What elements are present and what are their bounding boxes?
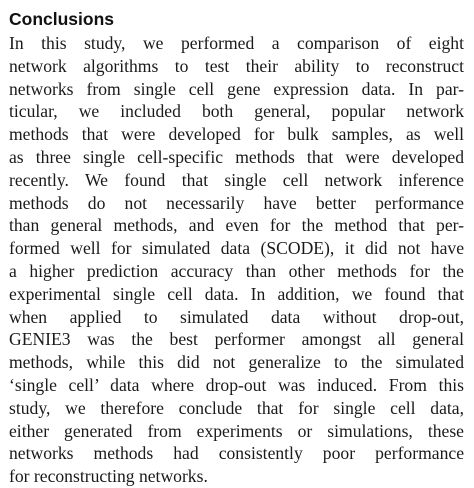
paragraph-line: as three single cell-specific methods that were developed: [9, 146, 464, 167]
paragraph-line: GENIE3 was the best performer amongst all general: [9, 329, 464, 350]
paragraph-line: methods, while this did not generalize to the simulated: [9, 352, 464, 373]
paragraph-line: formed well for simulated data (SCODE), it did not have: [9, 238, 464, 259]
paragraph-line: a higher prediction accuracy than other methods for the: [9, 260, 464, 281]
conclusions-paragraph: [9, 32, 464, 488]
paragraph-line: ‘single cell’ data where drop-out was induced. From this: [9, 374, 464, 395]
paragraph-line: recently. We found that single cell network inference: [9, 169, 464, 190]
paragraph-line: networks methods had consistently poor performance: [9, 443, 464, 464]
section-heading: Conclusions: [9, 9, 115, 29]
paragraph-line: network algorithms to test their ability to reconstruct: [9, 55, 464, 76]
paragraph-line: ticular, we included both general, popular network: [9, 101, 464, 122]
paragraph-line: In this study, we performed a comparison of eight: [9, 33, 464, 53]
paragraph-line: either generated from experiments or simulations, these: [9, 420, 464, 441]
paragraph-line: when applied to simulated data without drop-out,: [9, 306, 464, 327]
paragraph-line: networks from single cell gene expression data. In par-: [9, 78, 464, 99]
paragraph-line: experimental single cell data. In addition, we found that: [9, 283, 464, 304]
paragraph-line: methods that were developed for bulk samples, as well: [9, 124, 464, 145]
paragraph-line: for reconstructing networks.: [9, 466, 208, 487]
paragraph-line: than general methods, and even for the method that per-: [9, 215, 464, 236]
paragraph-line: methods do not necessarily have better performance: [9, 192, 464, 213]
paragraph-line: study, we therefore conclude that for single cell data,: [9, 397, 464, 418]
